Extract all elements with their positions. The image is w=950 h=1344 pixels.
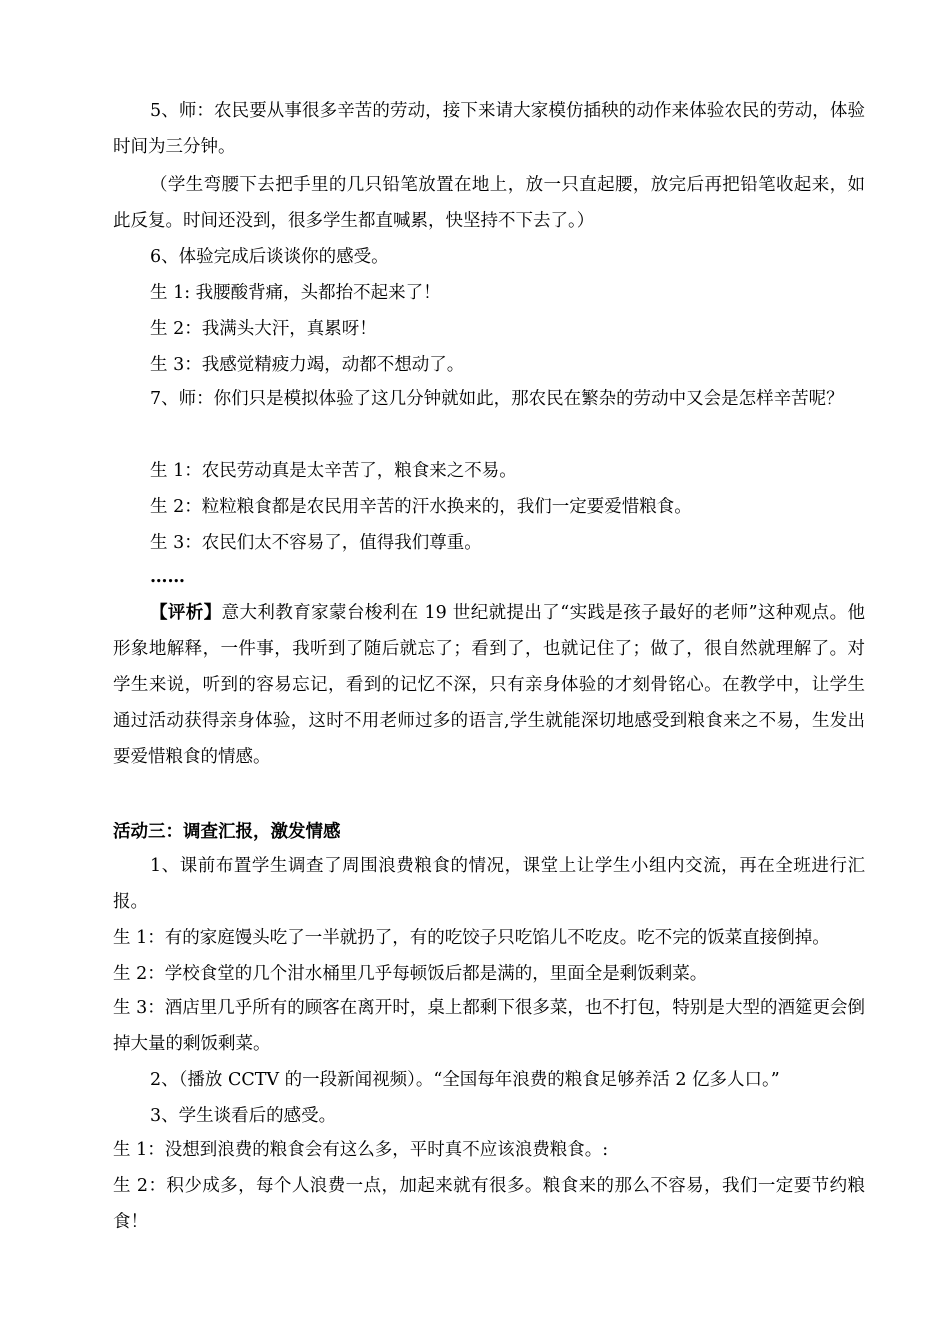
commentary-label: 【评析】 <box>150 603 222 623</box>
survey-reply-3: 生 3：酒店里几乎所有的顾客在离开时，桌上都剩下很多菜，也不打包，特别是大型的酒筵更会倒掉大量的剩饭剩菜。 <box>113 998 865 1054</box>
paragraph-step-5: 5、师：农民要从事很多辛苦的劳动，接下来请大家模仿插秧的动作来体验农民的劳动，体验时间为三分钟。 <box>113 101 865 157</box>
student-reply-2b: 生 2：粒粒粮食都是农民用辛苦的汗水换来的，我们一定要爱惜粮食。 <box>150 497 692 517</box>
student-reply-3: 生 3：我感觉精疲力竭，动都不想动了。 <box>150 355 465 375</box>
student-reply-1b: 生 1：农民劳动真是太辛苦了，粮食来之不易。 <box>150 461 517 481</box>
paragraph-step-7: 7、师：你们只是模拟体验了这几分钟就如此，那农民在繁杂的劳动中又会是怎样辛苦呢？ <box>150 389 844 409</box>
commentary-text: 意大利教育家蒙台梭利在 19 世纪就提出了“实践是孩子最好的老师”这种观点。他形象地解释，一件事，我听到了随后就忘了；看到了，也就记住了；做了，很自然就理解了。对学生来说，听到的容易忘记，看到的记忆不深，只有亲身体验的才刻骨铭心。在教学中，让学生通过活动获得亲身体验，这时不用老师过多的语言,学生就能深切地感受到粮食来之不易，生发出要爱惜粮食的情感。 <box>113 603 865 767</box>
paragraph-commentary <box>113 595 865 775</box>
student-reply-1: 生 1: 我腰酸背痛，头都抬不起来了！ <box>150 283 441 303</box>
paragraph-step-1: 1、课前布置学生调查了周围浪费粮食的情况，课堂上让学生小组内交流，再在全班进行汇报。 <box>113 856 865 912</box>
student-reply-3b: 生 3：农民们太不容易了，值得我们尊重。 <box>150 533 482 553</box>
survey-reply-2: 生 2：学校食堂的几个泔水桶里几乎每顿饭后都是满的，里面全是剩饭剩菜。 <box>113 964 708 984</box>
ellipsis: …… <box>150 567 185 587</box>
paragraph-step-2: 2、（播放 CCTV 的一段新闻视频）。“全国每年浪费的粮食足够养活 2 亿多人口。” <box>150 1070 780 1090</box>
feeling-reply-1: 生 1：没想到浪费的粮食会有这么多，平时真不应该浪费粮食。: <box>113 1140 609 1160</box>
paragraph-student-action: （学生弯腰下去把手里的几只铅笔放置在地上，放一只直起腰，放完后再把铅笔收起来，如此反复。时间还没到，很多学生都直喊累，快坚持不下去了。） <box>113 175 865 231</box>
survey-reply-1: 生 1：有的家庭馒头吃了一半就扔了，有的吃饺子只吃馅儿不吃皮。吃不完的饭菜直接倒掉。 <box>113 928 830 948</box>
activity-3-heading: 活动三：调查汇报，激发情感 <box>113 822 341 842</box>
student-reply-2: 生 2：我满头大汗，真累呀！ <box>150 319 377 339</box>
feeling-reply-2: 生 2：积少成多，每个人浪费一点，加起来就有很多。粮食来的那么不容易，我们一定要节约粮食！ <box>113 1176 865 1232</box>
paragraph-step-3: 3、学生谈看后的感受。 <box>150 1106 337 1126</box>
paragraph-step-6: 6、体验完成后谈谈你的感受。 <box>150 247 389 267</box>
